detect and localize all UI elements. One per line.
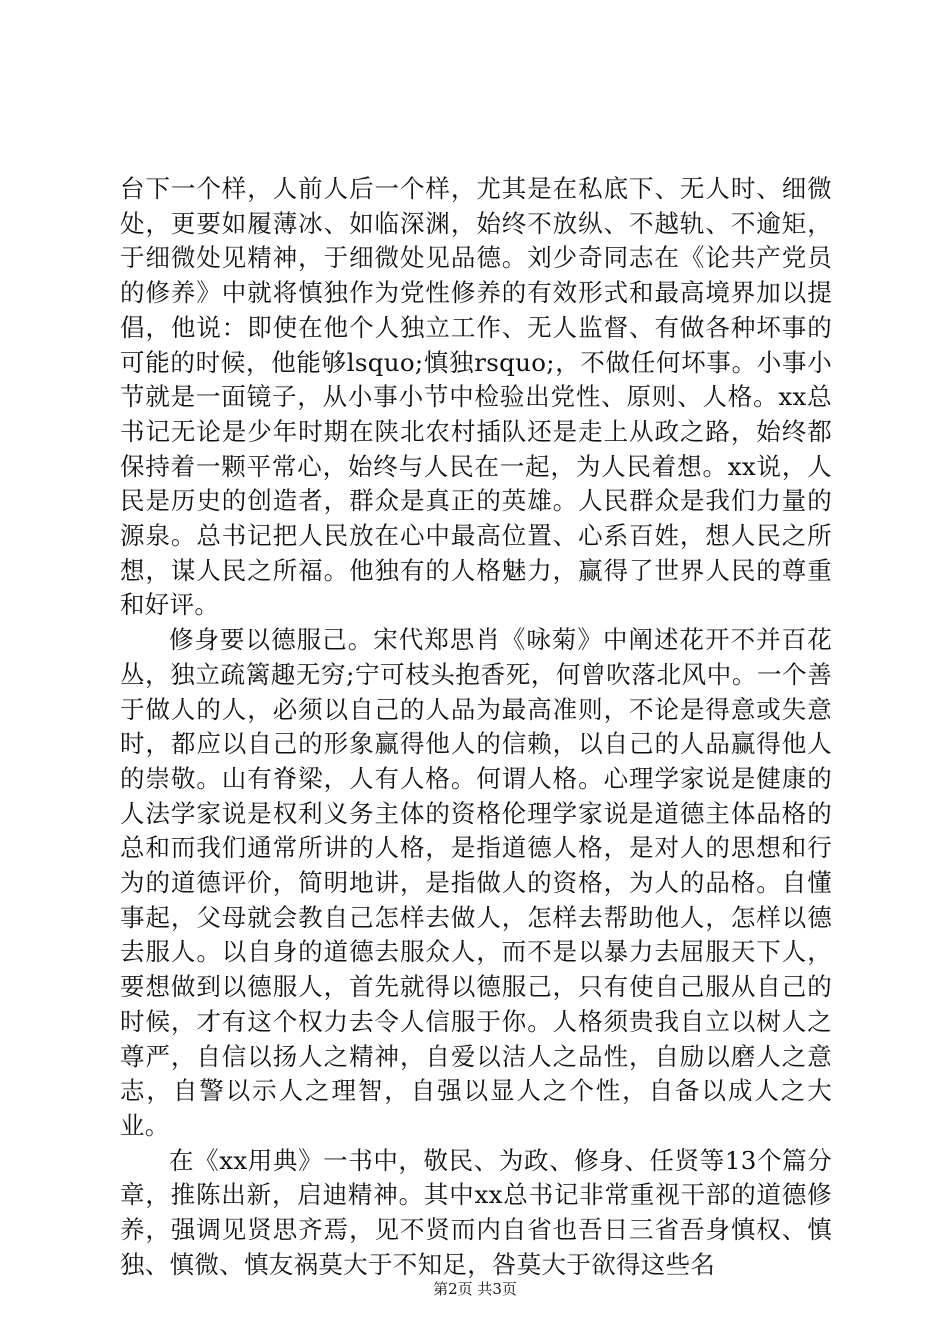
paragraph-continued: 台下一个样，人前人后一个样，尤其是在私底下、无人时、细微处，更要如履薄冰、如临深渊，始终不放纵、不越轨、不逾矩，于细微处见精神，于细微处见品德。刘少奇同志在《论共产党员的修养》中就将慎独作为党性修养的有效形式和最高境界加以提倡，他说：即使在他个人独立工作、无人监督、有做各种坏事的可能的时候，他能够lsquo;慎独rsquo;，不做任何坏事。小事小节就是一面镜子，从小事小节中检验出党性、原则、人格。xx总书记无论是少年时期在陕北农村插队还是走上从政之路，始终都保持着一颗平常心，始终与人民在一起，为人民着想。xx说，人民是历史的创造者，群众是真正的英雄。人民群众是我们力量的源泉。总书记把人民放在心中最高位置、心系百姓，想人民之所想，谋人民之所福。他独有的人格魅力，赢得了世界人民的尊重和好评。 bbox=[120, 174, 832, 620]
document-body bbox=[120, 172, 832, 1283]
paragraph-self-cultivation: 修身要以德服己。宋代郑思肖《咏菊》中阐述花开不并百花丛，独立疏篱趣无穷;宁可枝头抱香死，何曾吹落北风中。一个善于做人的人，必须以自己的人品为最高准则，不论是得意或失意时，都应以自己的形象赢得他人的信赖，以自己的人品赢得他人的崇敬。山有脊梁，人有人格。何谓人格。心理学家说是健康的人法学家说是权利义务主体的资格伦理学家说是道德主体品格的总和而我们通常所讲的人格，是指道德人格，是对人的思想和行为的道德评价，简明地讲，是指做人的资格，为人的品格。自懂事起，父母就会教自己怎样去做人，怎样去帮助他人，怎样以德去服人。以自身的道德去服众人，而不是以暴力去屈服天下人，要想做到以德服人，首先就得以德服己，只有使自己服从自己的时候，才有这个权力去令人信服于你。人格须贵我自立以树人之尊严，自信以扬人之精神，自爱以洁人之品性，自励以磨人之意志，自警以示人之理智，自强以显人之个性，自备以成人之大业。 bbox=[120, 625, 832, 1140]
page-number-footer: 第2页 共3页 bbox=[433, 1280, 517, 1298]
paragraph-xx-allusions: 在《xx用典》一书中，敬民、为政、修身、任贤等13个篇分章，推陈出新，启迪精神。其中xx总书记非常重视干部的道德修养，强调见贤思齐焉，见不贤而内自省也吾日三省吾身慎权、慎独、慎微、慎友祸莫大于不知足，咎莫大于欲得这些名 bbox=[120, 1145, 832, 1279]
